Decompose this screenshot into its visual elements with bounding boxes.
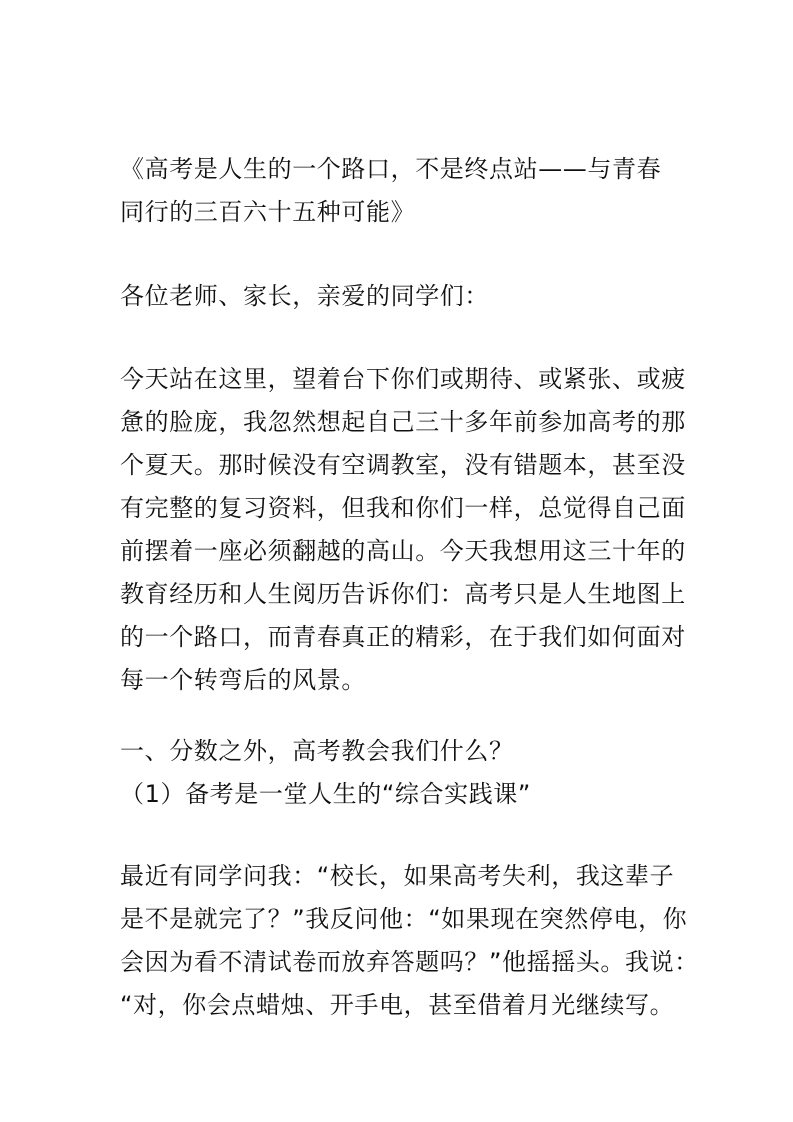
paragraph-line: 是不是就完了？”我反问他：“如果现在突然停电，你 [120,905,688,933]
paragraph-line: 个夏天。那时候没有空调教室，没有错题本，甚至没 [120,451,686,479]
paragraph-line: 有完整的复习资料，但我和你们一样，总觉得自己面 [120,494,686,522]
subsection-heading: （1）备考是一堂人生的“综合实践课” [120,780,531,808]
document-title-line: 同行的三百六十五种可能》 [120,198,416,226]
paragraph-line: 前摆着一座必须翻越的高山。今天我想用这三十年的 [120,537,686,565]
paragraph-line: 最近有同学问我：“校长，如果高考失利，我这辈子 [120,862,675,890]
salutation: 各位老师、家长，亲爱的同学们： [120,282,489,310]
paragraph-line: “对，你会点蜡烛、开手电，甚至借着月光继续写。 [120,991,675,1019]
document-title-line: 《高考是人生的一个路口，不是终点站——与青春 [120,155,662,183]
paragraph-line: 的一个路口，而青春真正的精彩，在于我们如何面对 [120,623,686,651]
paragraph-line: 今天站在这里，望着台下你们或期待、或紧张、或疲 [120,365,686,393]
section-heading: 一、分数之外，高考教会我们什么？ [120,737,514,765]
paragraph-line: 会因为看不清试卷而放弃答题吗？”他摇摇头。我说： [120,948,699,976]
paragraph-line: 每一个转弯后的风景。 [120,666,366,694]
paragraph-line: 教育经历和人生阅历告诉你们：高考只是人生地图上 [120,580,686,608]
paragraph-line: 惫的脸庞，我忽然想起自己三十多年前参加高考的那 [120,408,686,436]
